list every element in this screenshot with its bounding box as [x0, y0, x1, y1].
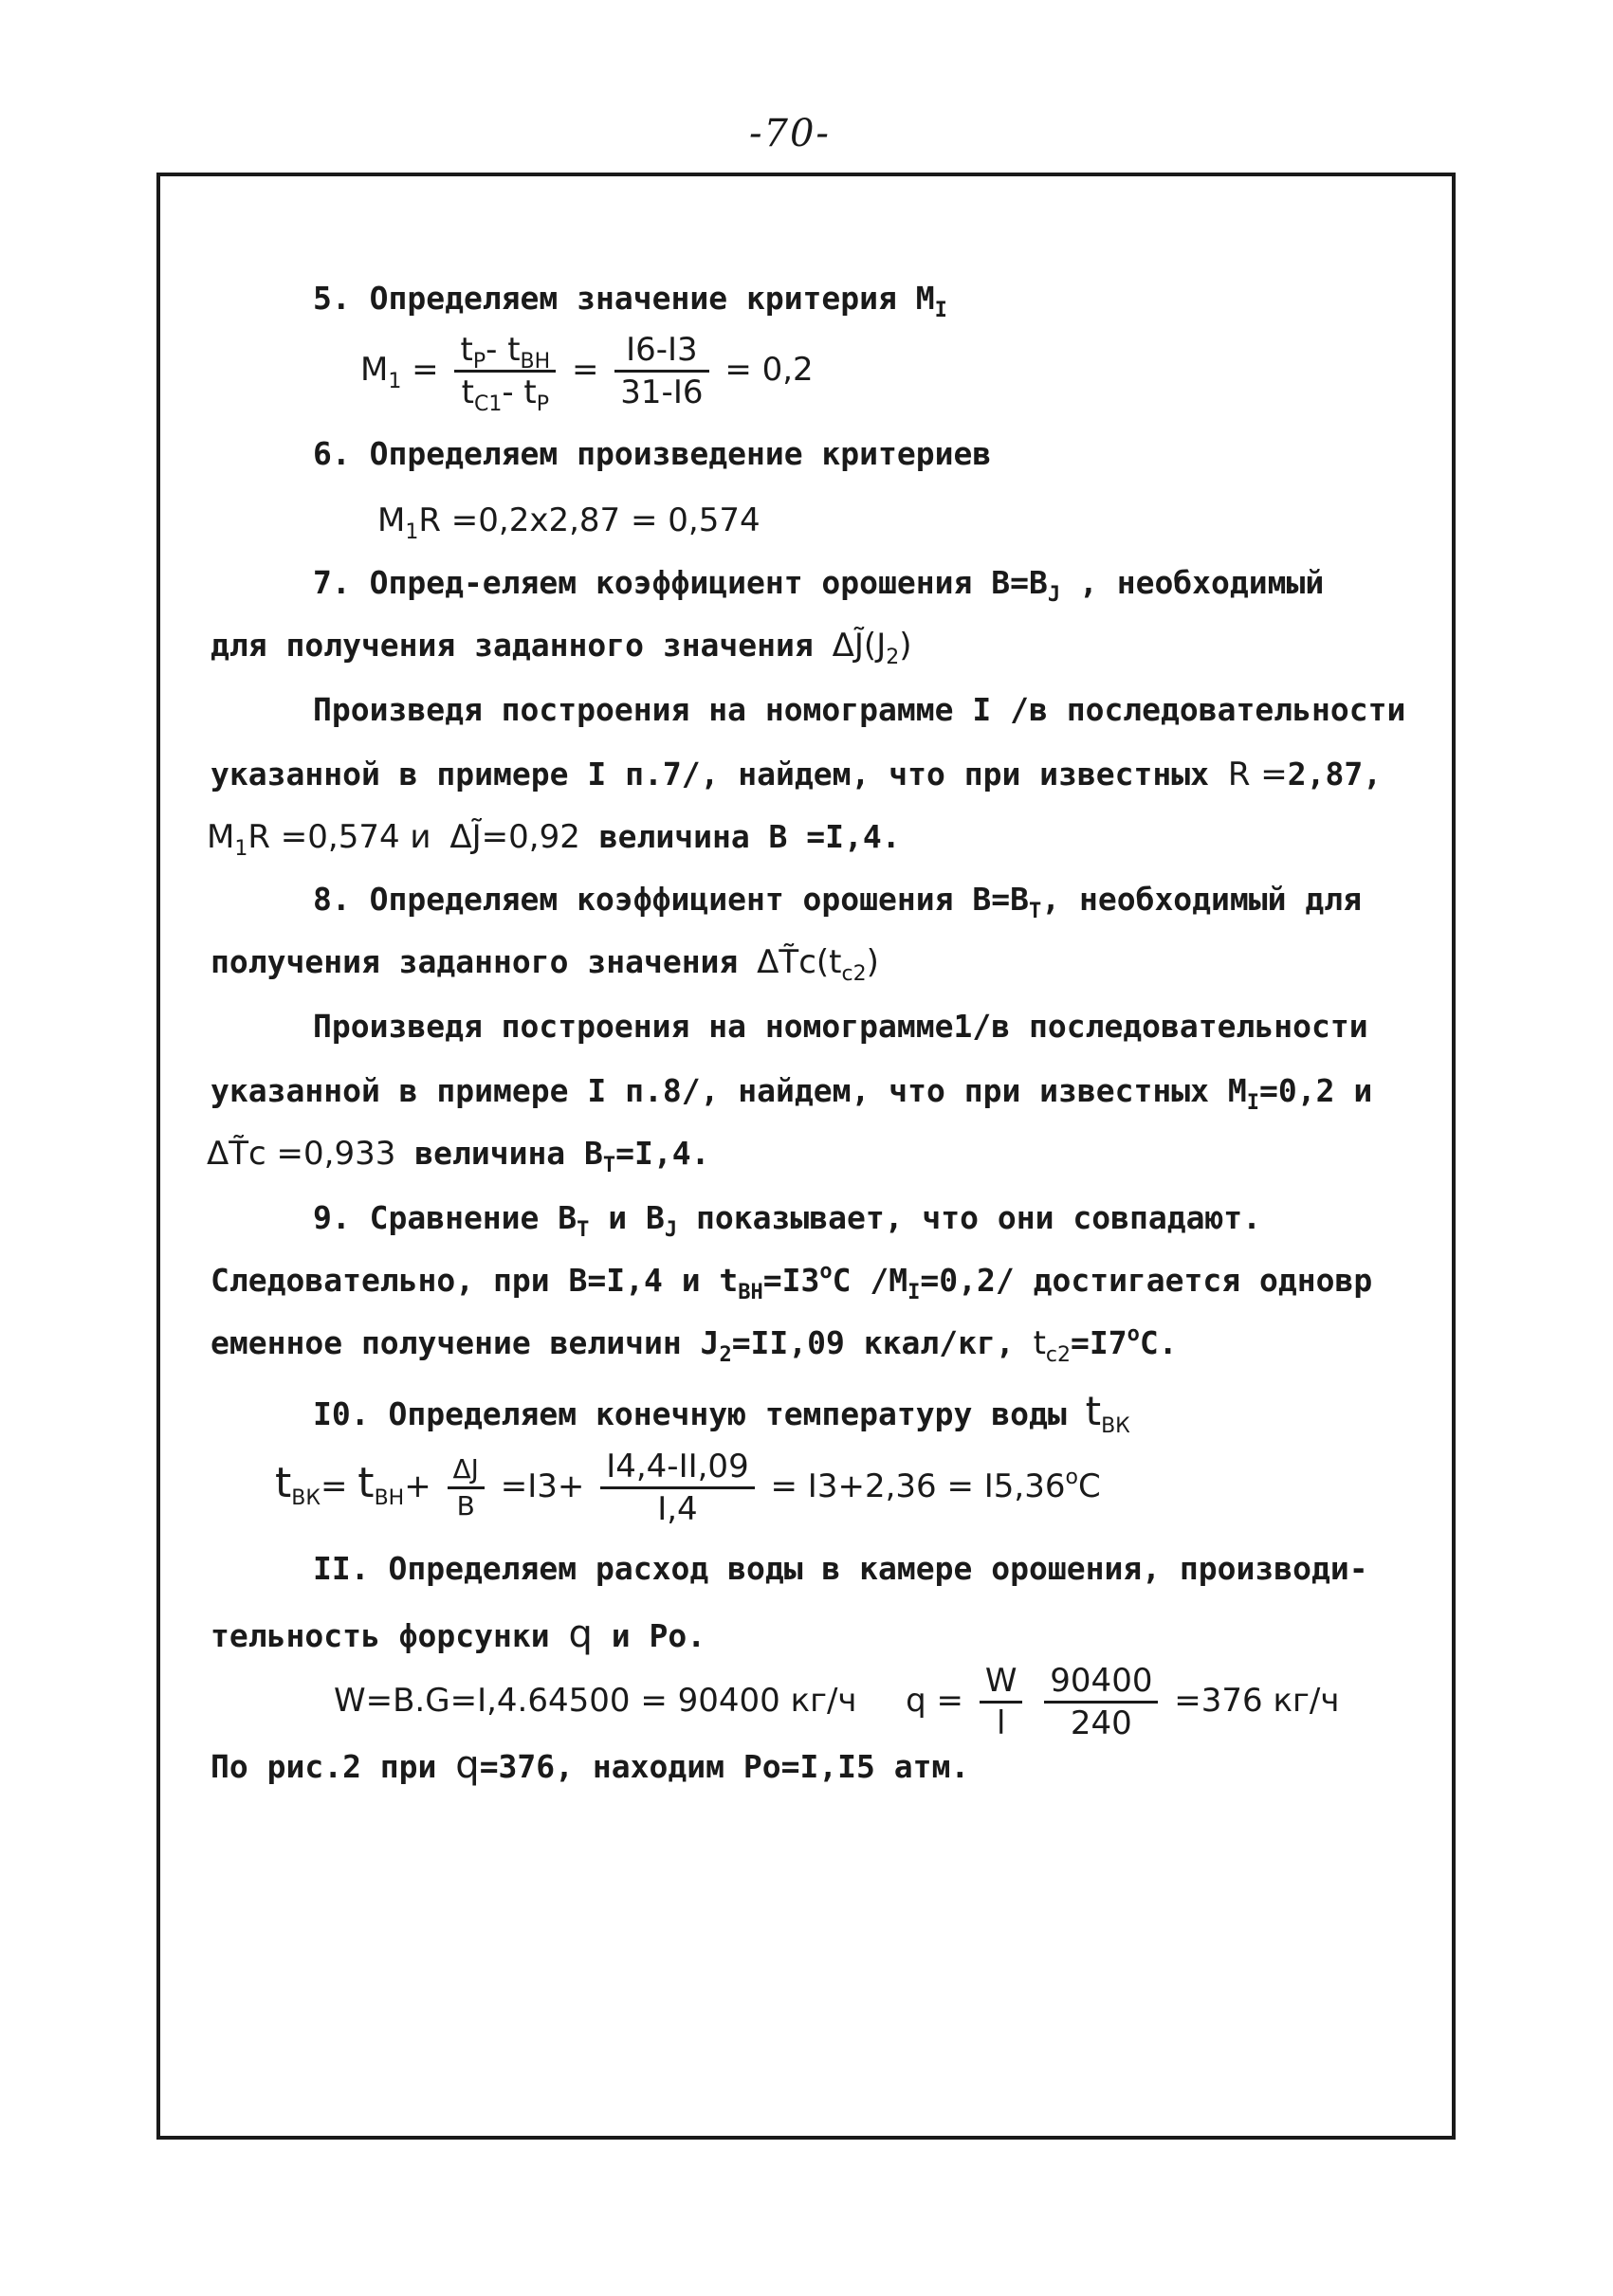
step8-para1: Произведя построения на номограмме1/в последовательности — [313, 1008, 1368, 1045]
step9-line1: 9. Сравнение $B_T$ и $B_J$ показывает, что они совпадают. — [313, 1199, 1262, 1242]
fraction-main — [454, 331, 556, 416]
delta-tc: $\Delta T̃c(t_{c2})$ — [757, 943, 879, 986]
delta-j: $\Delta J̃(J_2)$ — [832, 627, 912, 669]
step10-heading: I0. Определяем конечную температуру воды $t_{ВК}$ — [313, 1388, 1130, 1438]
fraction-w-l: $\frac{W}{l}$ — [980, 1665, 1023, 1740]
step6-formula: $M_1R =0,2x2,87 = 0,574$ — [377, 501, 761, 544]
fraction-temp: $\frac{I4,4-II,09}{I,4}$ — [600, 1450, 755, 1525]
step5-heading-var: M — [915, 280, 935, 317]
fraction-denominator: $t_{C1}-$ $t_P$ — [461, 374, 550, 416]
step8-para2: указанной в примере I п.8/, найдем, что при известных $M_I=0,2$ и — [211, 1072, 1373, 1115]
step11-formula: W=B.G=I,4.64500 = 90400 кг/ч q = $\frac{W}{l}$ $\frac{90400}{240}$ =376 кг/ч — [334, 1662, 1340, 1742]
step6-heading: 6. Определяем произведение критериев — [313, 435, 992, 472]
step11-line2: тельность форсунки q и Po. — [211, 1613, 706, 1656]
page-number: -70- — [749, 112, 831, 155]
formula-eq: = — [412, 351, 439, 389]
formula-eq: = — [571, 351, 599, 389]
step8-line1: 8. Определяем коэффициент орошения $B=B_T$, необходимый для — [313, 881, 1362, 923]
step7-line2: для получения заданного значения $\Delta J̃(J_2)$ — [211, 627, 912, 669]
step7-para1: Произведя построения на номограмме I /в последовательности — [313, 691, 1406, 728]
formula-lhs-sub: 1 — [388, 370, 402, 393]
step8-line2: получения заданного значения $\Delta T̃c(t_{c2})$ — [211, 943, 879, 986]
step5-heading — [313, 280, 947, 322]
step8-para3: ΔT̃c =0,933 величина $B_T=I,4$. — [207, 1135, 710, 1177]
fraction-q-value: $\frac{90400}{240}$ — [1044, 1665, 1158, 1740]
step7-para3: $M_1R =0,574$ и ΔJ̃=0,92 величина B =I,4. — [207, 818, 901, 861]
step9-line2: Следовательно, при B=I,4 и $t_{ВН}=I3^oC$ $/M_I=0,2/$ достигается одновр — [211, 1260, 1373, 1304]
step7-para2: указанной в примере I п.7/, найдем, что при известных R =2,87, — [211, 756, 1383, 793]
step11-final: По рис.2 при q=376, находим Po=I,I5 атм. — [211, 1743, 970, 1787]
step5-heading-text: 5. Определяем значение критерия — [313, 280, 897, 317]
fraction-dj-b: $\frac{\Delta J}{B}$ — [448, 1456, 485, 1520]
formula-result: = 0,2 — [724, 351, 814, 389]
step5-heading-var-sub: I — [934, 299, 947, 322]
step10-formula: $t_{ВК}= t_{ВН}+$ $\frac{\Delta J}{B}$ =I3+ $\frac{I4,4-II,09}{I,4}$ = $I3+2,36 = I5,36^oC$ — [275, 1448, 1101, 1528]
fraction-numerator: $t_P-$ $t_{ВН}$ — [454, 334, 556, 373]
fraction-numeric: $\frac{I6-I3}{31-I6}$ — [614, 334, 708, 409]
step11-line1: II. Определяем расход воды в камере орошения, производи- — [313, 1550, 1368, 1587]
step5-formula — [360, 331, 814, 416]
formula-lhs: M — [360, 351, 389, 389]
step7-line1: 7. Опред-еляем коэффициент орошения $B=B_J$ , необходимый — [313, 564, 1325, 607]
step9-line3: еменное получение величин $J_2=II,09$ ккал/кг, $t_{c2}=I7^oC$. — [211, 1322, 1178, 1367]
